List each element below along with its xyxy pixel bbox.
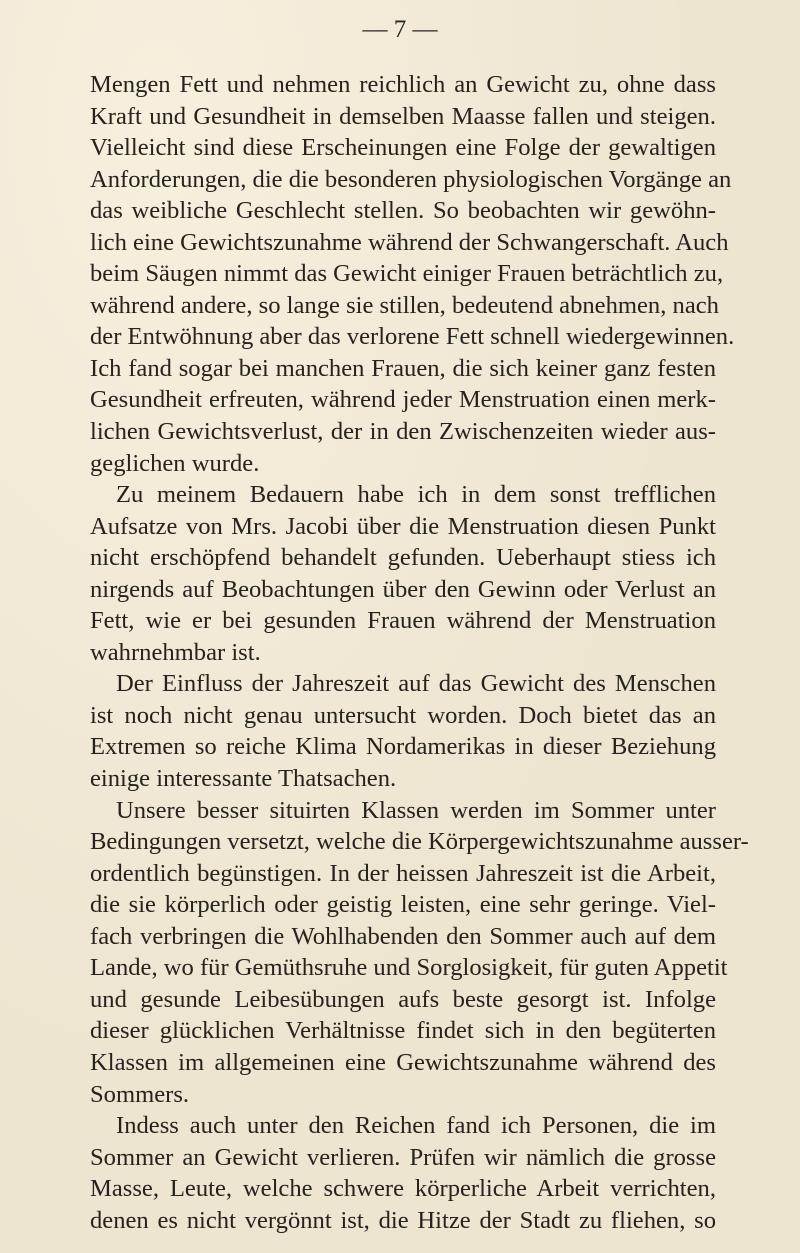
text-line: Gesundheit erfreuten, während jeder Menstruation einen merk- <box>90 386 716 414</box>
text-line: Extremen so reiche Klima Nordamerikas in dieser Beziehung <box>90 733 716 761</box>
text-line: geglichen wurde. <box>90 449 260 477</box>
text-line: Unsere besser situirten Klassen werden im Sommer unter <box>116 796 716 824</box>
text-line: Ich fand sogar bei manchen Frauen, die sich keiner ganz festen <box>90 354 716 382</box>
text-line: Aufsatze von Mrs. Jacobi über die Menstruation diesen Punkt <box>90 512 716 540</box>
text-line: dieser glücklichen Verhältnisse findet sich in den begüterten <box>90 1017 716 1045</box>
text-line: denen es nicht vergönnt ist, die Hitze der Stadt zu fliehen, so <box>90 1206 716 1234</box>
text-line: nicht erschöpfend behandelt gefunden. Ueberhaupt stiess ich <box>90 544 716 572</box>
text-line: und gesunde Leibesübungen aufs beste gesorgt ist. Infolge <box>90 985 716 1013</box>
text-line: einige interessante Thatsachen. <box>90 765 397 793</box>
text-line: die sie körperlich oder geistig leisten, eine sehr geringe. Viel- <box>90 891 716 919</box>
text-line: Vielleicht sind diese Erscheinungen eine Folge der gewaltigen <box>90 134 716 162</box>
text-line: nirgends auf Beobachtungen über den Gewinn oder Verlust an <box>90 575 716 603</box>
text-line: Lande, wo für Gemüthsruhe und Sorglosigkeit, für guten Appetit <box>90 954 728 982</box>
text-line: das weibliche Geschlecht stellen. So beobachten wir gewöhn- <box>90 197 716 225</box>
text-line: Anforderungen, die die besonderen physiologischen Vorgänge an <box>90 165 732 193</box>
text-line: Zu meinem Bedauern habe ich in dem sonst trefflichen <box>116 481 716 509</box>
text-line: lich eine Gewichtszunahme während der Schwangerschaft. Auch <box>90 228 729 256</box>
text-line: Sommer an Gewicht verlieren. Prüfen wir nämlich die grosse <box>90 1143 716 1171</box>
text-line: Mengen Fett und nehmen reichlich an Gewicht zu, ohne dass <box>90 71 716 98</box>
text-line: Sommers. <box>90 1080 190 1108</box>
text-line: ist noch nicht genau untersucht worden. Doch bietet das an <box>90 701 716 729</box>
text-line: ordentlich begünstigen. In der heissen Jahreszeit ist die Arbeit, <box>90 859 716 887</box>
text-line: lichen Gewichtsverlust, der in den Zwischenzeiten wieder aus- <box>90 418 716 446</box>
page-number: — 7 — <box>362 16 438 43</box>
text-line: fach verbringen die Wohlhabenden den Sommer auch auf dem <box>90 922 716 950</box>
text-line: beim Säugen nimmt das Gewicht einiger Frauen beträchtlich zu, <box>90 260 724 288</box>
text-line: Klassen im allgemeinen eine Gewichtszunahme während des <box>90 1048 716 1076</box>
body-text <box>90 69 749 1236</box>
text-line: Indess auch unter den Reichen fand ich Personen, die im <box>116 1112 716 1140</box>
text-line: Kraft und Gesundheit in demselben Maasse fallen und steigen. <box>90 102 716 130</box>
text-line: Masse, Leute, welche schwere körperliche Arbeit verrichten, <box>90 1175 716 1203</box>
text-line: Fett, wie er bei gesunden Frauen während der Menstruation <box>90 607 716 635</box>
text-line: Bedingungen versetzt, welche die Körpergewichtszunahme ausser- <box>90 828 749 856</box>
text-line: der Entwöhnung aber das verlorene Fett schnell wiedergewinnen. <box>90 323 735 351</box>
text-line: Der Einfluss der Jahreszeit auf das Gewicht des Menschen <box>116 670 716 698</box>
text-line: wahrnehmbar ist. <box>90 638 261 666</box>
text-line: während andere, so lange sie stillen, bedeutend abnehmen, nach <box>90 291 719 319</box>
